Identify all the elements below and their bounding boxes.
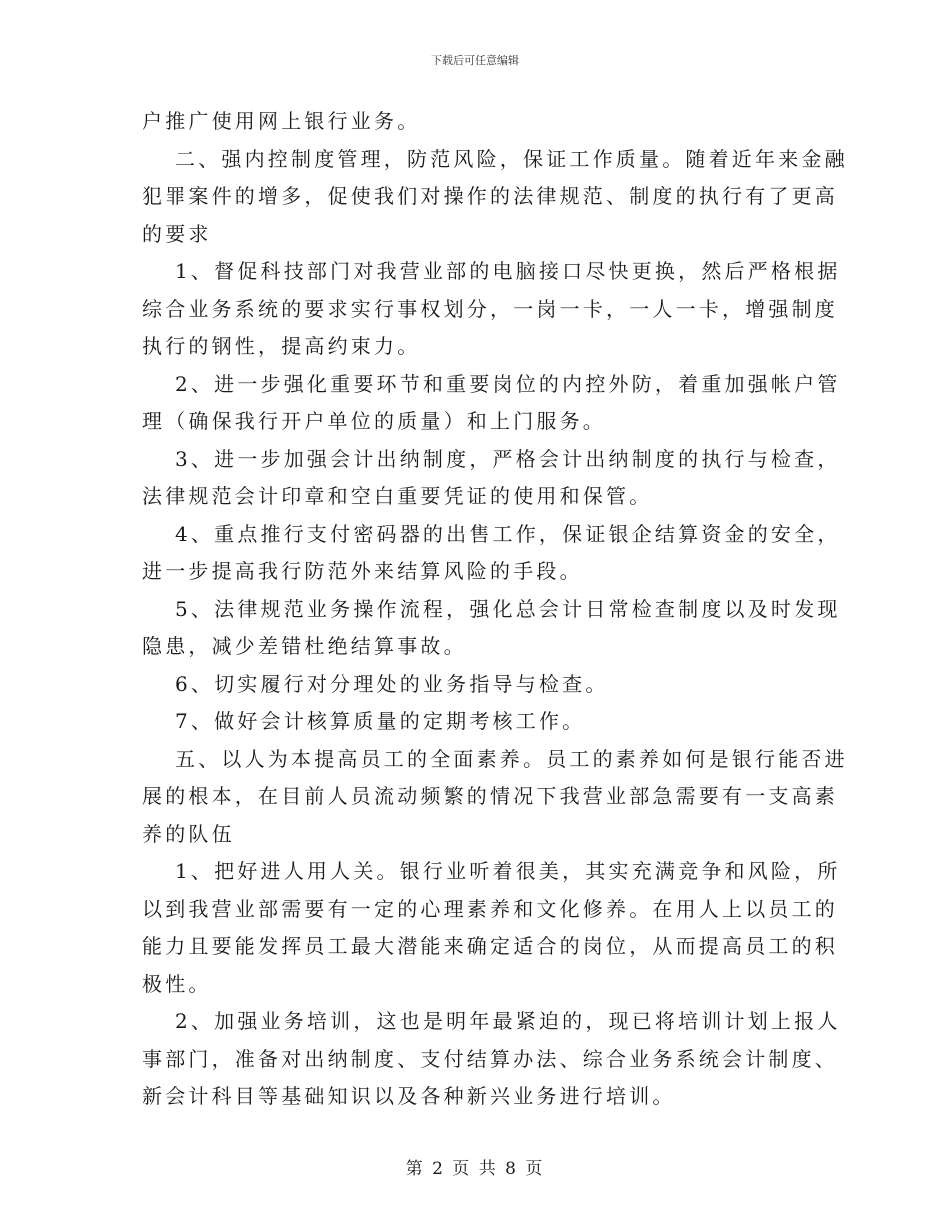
text-line: 2、加强业务培训，这也是明年最紧迫的，现已将培训计划上报人	[175, 1009, 841, 1033]
text-line: 5、法律规范业务操作流程，强化总会计日常检查制度以及时发现	[175, 596, 841, 621]
text-line: 新会计科目等基础知识以及各种新兴业务进行培训。	[142, 1084, 676, 1108]
text-line: 1、督促科技部门对我营业部的电脑接口尽快更换，然后严格根据	[175, 259, 841, 283]
text-line: 犯罪案件的增多，促使我们对操作的法律规范、制度的执行有了更高	[142, 184, 838, 208]
text-line: 展的根本，在目前人员流动频繁的情况下我营业部急需要有一支高素	[142, 784, 838, 808]
text-line: 隐患，减少差错杜绝结算事故。	[142, 634, 467, 658]
text-line: 执行的钢性，提高约束力。	[142, 334, 421, 358]
text-line: 二、强内控制度管理，防范风险，保证工作质量。随着近年来金融	[175, 146, 848, 171]
text-line: 综合业务系统的要求实行事权划分，一岗一卡，一人一卡，增强制度	[142, 296, 838, 321]
text-line: 4、重点推行支付密码器的出售工作，保证银企结算资金的安全，	[175, 521, 841, 546]
text-line: 7、做好会计核算质量的定期考核工作。	[175, 709, 586, 733]
text-line: 能力且要能发挥员工最大潜能来确定适合的岗位，从而提高员工的积	[142, 934, 838, 958]
text-line: 极性。	[142, 971, 212, 996]
text-line: 法律规范会计印章和空白重要凭证的使用和保管。	[142, 484, 653, 508]
text-line: 6、切实履行对分理处的业务指导与检查。	[175, 671, 609, 696]
text-line: 理（确保我行开户单位的质量）和上门服务。	[142, 409, 606, 433]
text-line: 1、把好进人用人关。银行业听着很美，其实充满竞争和风险，所	[175, 859, 841, 883]
text-line: 进一步提高我行防范外来结算风险的手段。	[142, 559, 583, 583]
page-footer: 第 2 页 共 8 页	[405, 1159, 545, 1179]
text-line: 3、进一步加强会计出纳制度，严格会计出纳制度的执行与检查，	[175, 446, 841, 471]
text-line: 以到我营业部需要有一定的心理素养和文化修养。在用人上以员工的	[142, 896, 838, 921]
text-line: 2、进一步强化重要环节和重要岗位的内控外防，着重加强帐户管	[175, 371, 841, 396]
text-line: 养的队伍	[142, 821, 235, 846]
text-line: 五、以人为本提高员工的全面素养。员工的素养如何是银行能否进	[175, 746, 848, 771]
text-line: 户推广使用网上银行业务。	[142, 109, 421, 133]
text-line: 的要求	[142, 221, 212, 246]
page-header: 下载后可任意编辑	[431, 54, 519, 67]
text-line: 事部门，准备对出纳制度、支付结算办法、综合业务系统会计制度、	[142, 1046, 838, 1071]
document-body	[142, 103, 848, 1116]
